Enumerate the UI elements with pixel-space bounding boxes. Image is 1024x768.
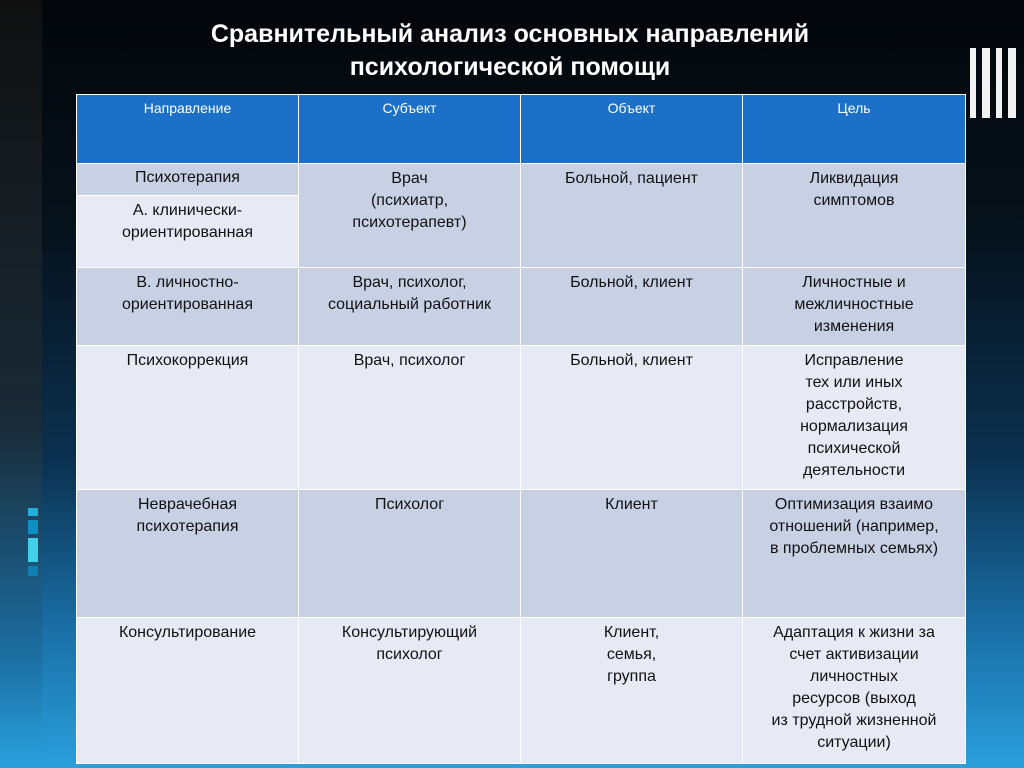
table-row <box>77 164 966 196</box>
comparison-table <box>76 94 966 764</box>
cell-line: ориентированная <box>122 224 253 241</box>
cell-line: счет активизации <box>789 646 919 663</box>
cell-line: Исправление <box>804 352 904 369</box>
table-cell <box>743 268 966 346</box>
cell-line: психолог <box>376 646 443 663</box>
cell-line: группа <box>607 668 656 685</box>
table-row <box>77 490 966 618</box>
decor-block <box>28 508 38 516</box>
table-row <box>77 346 966 490</box>
table-cell <box>77 196 299 268</box>
cell-line: расстройств, <box>805 396 903 413</box>
cell-line: Адаптация к жизни за <box>773 624 935 641</box>
cell-line: А. клинически- <box>132 202 243 219</box>
cell-line: нормализация <box>800 418 908 435</box>
table-cell <box>521 490 743 618</box>
decor-bar <box>982 48 990 118</box>
decor-block <box>28 538 38 562</box>
title-line: Сравнительный анализ основных направлений <box>210 20 810 48</box>
table-cell <box>299 618 521 764</box>
cell-line: ресурсов (выход <box>792 690 916 707</box>
cell-line: Больной, клиент <box>570 274 693 291</box>
column-header: Объект <box>521 95 743 164</box>
table-cell <box>521 346 743 490</box>
cell-line: деятельности <box>802 462 906 479</box>
cell-line: из трудной жизненной <box>771 712 937 729</box>
table-cell <box>743 164 966 268</box>
cell-line: психотерапия <box>136 518 239 535</box>
column-header: Субъект <box>299 95 521 164</box>
title-line: психологической помощи <box>349 53 671 81</box>
cell-line: Клиент <box>605 496 658 513</box>
cell-line: симптомов <box>813 192 895 209</box>
decor-bar <box>1008 48 1016 118</box>
table-cell <box>77 164 299 196</box>
table-cell <box>77 490 299 618</box>
decor-bar <box>970 48 976 118</box>
cell-text: Психотерапия <box>135 169 240 186</box>
table-cell <box>299 490 521 618</box>
cell-line: Врач, психолог <box>353 352 466 369</box>
table-header-row <box>77 95 966 164</box>
table-cell <box>521 618 743 764</box>
slide-title <box>80 18 940 84</box>
table-cell <box>521 164 743 268</box>
table-cell <box>77 618 299 764</box>
table-cell <box>743 618 966 764</box>
cell-line: Консультирование <box>118 624 257 641</box>
decor-block <box>28 520 38 534</box>
cell-line: психотерапевт) <box>352 214 467 231</box>
table-cell <box>299 268 521 346</box>
cell-line: межличностные <box>794 296 914 313</box>
cell-line: Больной, пациент <box>564 170 698 187</box>
cell-line: психической <box>807 440 901 457</box>
column-header: Цель <box>743 95 966 164</box>
cell-line: Клиент, <box>603 624 660 641</box>
left-stripe <box>0 0 42 768</box>
cell-line: Ликвидация <box>809 170 899 187</box>
table-row <box>77 268 966 346</box>
table-cell <box>299 164 521 268</box>
table-cell <box>77 346 299 490</box>
cell-line: в проблемных семьях) <box>769 540 939 557</box>
table-cell <box>77 268 299 346</box>
cell-line: Оптимизация взаимо <box>774 496 934 513</box>
cell-line: (психиатр, <box>370 192 449 209</box>
cell-line: Психокоррекция <box>126 352 249 369</box>
cell-line: Врач <box>391 170 428 187</box>
cell-line: Личностные и <box>802 274 906 291</box>
decor-block <box>28 566 38 576</box>
cell-line: Неврачебная <box>137 496 237 513</box>
table-cell <box>521 268 743 346</box>
cell-line: Консультирующий <box>341 624 478 641</box>
cell-line: ситуации) <box>817 734 891 751</box>
decor-bar <box>996 48 1002 118</box>
cell-line: семья, <box>606 646 657 663</box>
cell-line: В. личностно- <box>136 274 239 291</box>
decor-bars <box>970 48 1020 118</box>
table-cell <box>743 490 966 618</box>
cell-line: Психолог <box>374 496 445 513</box>
cell-line: изменения <box>813 318 895 335</box>
cell-line: ориентированная <box>122 296 253 313</box>
table-cell <box>743 346 966 490</box>
cell-line: личностных <box>809 668 898 685</box>
table-cell <box>299 346 521 490</box>
cell-line: Больной, клиент <box>570 352 693 369</box>
cell-line: отношений (например, <box>769 518 939 535</box>
cell-line: социальный работник <box>327 296 492 313</box>
table-row <box>77 618 966 764</box>
column-header: Направление <box>77 95 299 164</box>
cell-line: Врач, психолог, <box>352 274 467 291</box>
cell-line: тех или иных <box>805 374 903 391</box>
